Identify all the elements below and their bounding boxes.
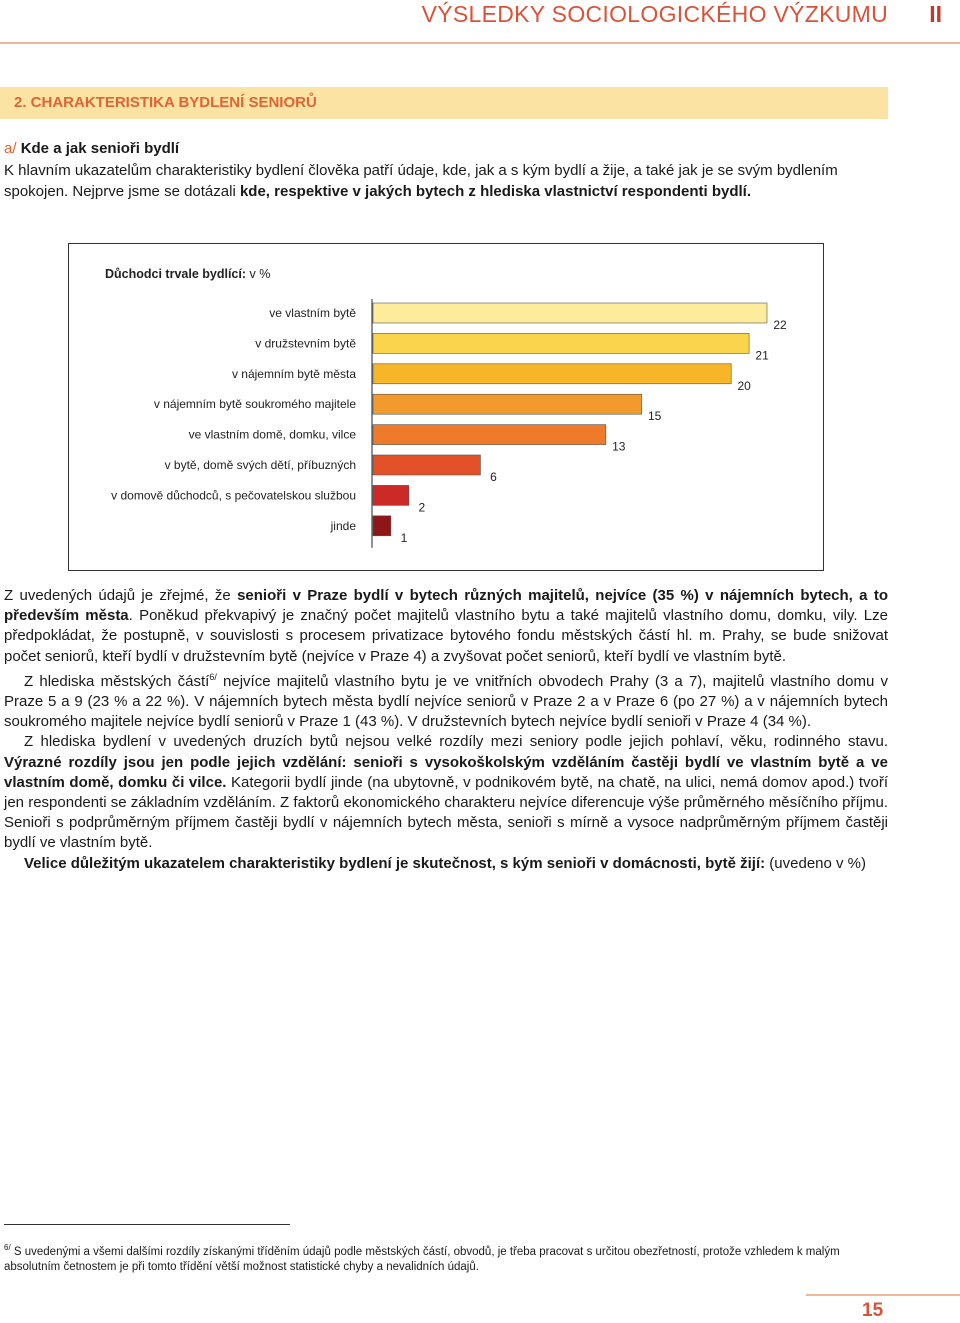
value-label: 22 <box>773 318 787 332</box>
section-heading-bar <box>0 87 888 119</box>
bar <box>373 516 391 536</box>
footer-divider <box>806 1294 960 1296</box>
category-label: v domově důchodců, s pečovatelskou službou <box>111 488 356 503</box>
paragraph-1 <box>4 586 888 667</box>
category-label: jinde <box>330 518 356 533</box>
category-label: v družstevním bytě <box>255 336 356 351</box>
housing-bar-chart <box>68 243 824 571</box>
bar <box>373 364 731 384</box>
category-label: v nájemním bytě soukromého majitele <box>153 397 356 412</box>
p1-bold: senioři v Praze bydlí v bytech různých majitelů, nejvíce (35 %) v nájemních bytech, a to především města <box>4 587 888 625</box>
p1-text-a: Z uvedených údajů je zřejmé, že <box>4 587 238 604</box>
running-header-title: VÝSLEDKY SOCIOLOGICKÉHO VÝZKUMU <box>421 1 888 27</box>
category-label: ve vlastním bytě <box>269 306 356 320</box>
value-label: 20 <box>737 378 751 393</box>
chapter-mark: II <box>929 1 942 27</box>
value-label: 21 <box>755 348 769 363</box>
subsection-title: Kde a jak senioři bydlí <box>20 140 180 157</box>
bar <box>373 485 409 505</box>
p4-text-b: (uvedeno v %) <box>765 854 867 872</box>
chart-canvas <box>69 244 823 570</box>
footnote <box>4 1240 888 1275</box>
intro-paragraph <box>4 160 888 202</box>
page-number: 15 <box>862 1300 884 1321</box>
bar <box>373 333 749 353</box>
p1-text-c: . Poněkud překvapivý je značný počet majitelů vlastního bytu a také majitelů vlastního domu, domku, vily. Lze předpokládat, že postupně, v souvislosti s procesem privatizace bytového fondu městských částí hl. m. Prahy, se bude snižovat počet seniorů, kteří bydlí v družstevním bytě (nejvíce v Praze 4) a zvyšovat počet seniorů, kteří bydlí ve vlastním bytě. <box>4 607 888 665</box>
value-label: 1 <box>400 530 408 545</box>
footnote-text: S uvedenými a všemi dalšími rozdíly získanými tříděním údajů podle městských částí, obvodů, je třeba pracovat s určitou obezřetností, protože vzhledem k malým absolutním četnostem je při tomto třídění větší možnost statistické chyby a nevalidních údajů. <box>4 1245 840 1273</box>
p2-text-b: nejvíce majitelů vlastního bytu je ve vnitřních obvodech Prahy (3 a 7), majitelů vlastního domu v Praze 5 a 9 (23 % a 22 %). V nájemních bytech města bydlí nejvíce seniorů v Praze 2 a v Praze 6 (po 27 %) a v nájemních bytech soukromého majitele nejvíce bydlí seniorů v Praze 1 (43 %). V družstevních bytech nejvíce bydlí senioři v Praze 4 (34 %). <box>4 672 888 731</box>
body-text <box>4 586 888 874</box>
intro-bold-text: kde, respektive v jakých bytech z hlediska vlastnictví respondenti bydlí. <box>239 183 751 200</box>
bar <box>373 455 480 475</box>
footnote-divider <box>4 1224 290 1225</box>
bar <box>373 425 606 445</box>
chart-unit: v % <box>249 267 271 281</box>
value-label: 2 <box>418 500 426 515</box>
value-label: 13 <box>612 439 626 454</box>
paragraph-2 <box>4 667 888 733</box>
footnote-mark: 6/ <box>4 1243 11 1252</box>
bar <box>373 394 642 414</box>
header-divider <box>0 42 960 44</box>
chart-title-text: Důchodci trvale bydlící: <box>105 267 247 281</box>
p2-text-a: Z hlediska městských částí <box>24 672 210 690</box>
paragraph-3 <box>4 732 888 853</box>
category-label: v nájemním bytě města <box>231 366 356 381</box>
footnote-reference[interactable]: 6/ <box>209 671 217 682</box>
p3-text-c: Kategorii bydlí jinde (na ubytovně, v podnikovém bytě, na chatě, na ulici, nemá domov apod.) tvoří jen respondenti se základním vzděláním. Z faktorů ekonomického charakteru nejvíce diferencuje výše průměrného měsíčního příjmu. Senioři s podprůměrným příjmem častěji bydlí v nájemních bytech města, senioři s mírně a vysoce nadprůměrným příjmem častěji bydlí ve vlastním bytě. <box>4 773 888 852</box>
bar <box>373 303 767 323</box>
p4-bold: Velice důležitým ukazatelem charakteristiky bydlení je skutečnost, s kým senioři v domácnosti, bytě žijí: <box>24 854 766 872</box>
p3-bold: Výrazné rozdíly jsou jen podle jejich vzdělání: senioři s vysokoškolským vzděláním častěji bydlí ve vlastním bytě a ve vlastním domě, domku či vilce. <box>4 753 888 791</box>
category-label: v bytě, domě svých dětí, příbuzných <box>164 458 356 472</box>
intro-text: K hlavním ukazatelům charakteristiky bydlení člověka patří údaje, kde, jak a s kým bydlí a žije, a také jak je se svým bydlením spokojen. Nejprve jsme se dotázali <box>4 162 838 200</box>
section-title: 2. CHARAKTERISTIKA BYDLENÍ SENIORŮ <box>14 94 317 111</box>
paragraph-4 <box>4 854 888 874</box>
p3-text-a: Z hlediska bydlení v uvedených druzích bytů nejsou velké rozdíly mezi seniory podle jejich pohlaví, věku, rodinného stavu. <box>24 733 888 751</box>
value-label: 15 <box>647 409 662 424</box>
subsection-heading <box>4 140 179 157</box>
subsection-prefix: a/ <box>4 140 17 157</box>
category-label: ve vlastním domě, domku, vilce <box>188 427 356 442</box>
value-label: 6 <box>490 470 497 484</box>
